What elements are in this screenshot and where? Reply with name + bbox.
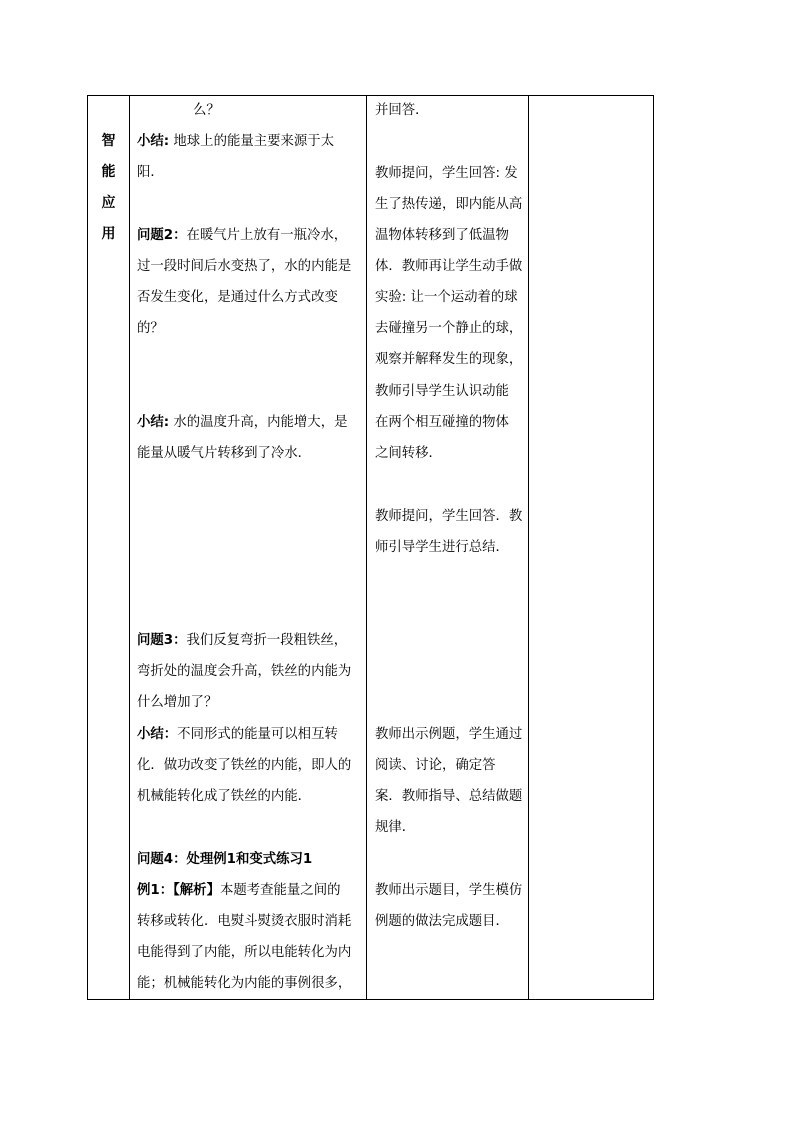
- activity-line: 教师提问，学生回答: 发: [375, 166, 518, 181]
- content-line: [137, 664, 351, 680]
- activity-line: 例题的做法完成题目．: [375, 914, 509, 929]
- activity-line: 师引导学生进行总结．: [375, 540, 509, 555]
- content-text: 不同形式的能量可以相互转: [177, 727, 338, 742]
- content-text: 么？: [193, 103, 220, 118]
- activity-line: 之间转移．: [375, 446, 442, 461]
- content-text: 我们反复弯折一段粗铁丝，: [186, 633, 348, 648]
- content-line: [137, 446, 311, 462]
- stage-label-char: 能: [101, 164, 116, 180]
- content-line: [193, 103, 220, 119]
- content-line: [137, 321, 164, 337]
- content-text: 水的温度升高，内能增大，是: [169, 415, 348, 430]
- activity-line: 去碰撞另一个静止的球，: [375, 321, 523, 336]
- activity-line: 教师出示题目，学生模仿: [375, 883, 523, 898]
- stage-label: [88, 126, 129, 250]
- bold-label: 问题2：: [137, 228, 187, 243]
- content-line: [137, 228, 347, 244]
- content-text: 能量从暖气片转移到了冷水．: [137, 446, 312, 461]
- content-text: 什么增加了？: [137, 695, 218, 710]
- bold-label: 问题4：处理例1和变式练习1: [137, 852, 313, 867]
- content-text: 机械能转化成了铁丝的内能．: [137, 789, 312, 804]
- activity-line: 并回答．: [375, 103, 429, 118]
- content-line: [137, 290, 338, 306]
- activity-line: 教师出示例题，学生通过: [375, 727, 523, 742]
- content-line: [137, 945, 351, 961]
- content-text: 转移或转化．电熨斗熨烫衣服时消耗: [137, 914, 352, 929]
- activity-line: 温物体转移到了低温物: [375, 228, 509, 243]
- activity-line: 教师提问，学生回答．教: [375, 509, 523, 524]
- content-text: 能；机械能转化为内能的事例很多，: [137, 976, 352, 991]
- stage-label-char: 智: [101, 133, 116, 149]
- lesson-table: [87, 95, 654, 1000]
- bold-label: 小结：: [137, 727, 178, 742]
- activity-line: 在两个相互碰撞的物体: [375, 415, 509, 430]
- content-text: 阳．: [137, 165, 164, 180]
- content-line: [137, 134, 334, 150]
- content-text: 过一段时间后水变热了，水的内能是: [137, 259, 352, 274]
- content-text: 地球上的能量主要来源于太: [169, 134, 335, 149]
- activity-line: 案．教师指导、总结做题: [375, 789, 523, 804]
- stage-label-char: 用: [101, 226, 116, 242]
- activity-line: 观察并解释发生的现象，: [375, 352, 523, 367]
- content-line: [137, 914, 351, 930]
- stage-label-char: 应: [101, 195, 116, 211]
- activity-line: 生了热传递，即内能从高: [375, 197, 523, 212]
- activity-line: 规律．: [375, 820, 416, 835]
- content-line: [137, 852, 312, 868]
- column-divider: [528, 96, 529, 999]
- content-text: 否发生变化，是通过什么方式改变: [137, 290, 338, 305]
- content-line: [137, 633, 347, 649]
- content-text: 化．做功改变了铁丝的内能，即人的: [137, 758, 352, 773]
- content-text: 弯折处的温度会升高，铁丝的内能为: [137, 664, 352, 679]
- content-text: 在暖气片上放有一瓶冷水，: [186, 228, 348, 243]
- content-line: [137, 415, 347, 431]
- content-text: 电能得到了内能，所以电能转化为内: [137, 945, 352, 960]
- activity-line: 体．教师再让学生动手做: [375, 259, 523, 274]
- content-text: 的？: [137, 321, 164, 336]
- content-line: [137, 883, 340, 899]
- content-line: [137, 165, 164, 181]
- bold-label: 问题3：: [137, 633, 187, 648]
- bold-label: 例1：【解析】: [137, 883, 220, 898]
- bold-label: 小结:: [137, 134, 170, 149]
- content-line: [137, 976, 351, 992]
- content-line: [137, 789, 311, 805]
- content-line: [137, 259, 351, 275]
- content-line: [137, 695, 217, 711]
- bold-label: 小结:: [137, 415, 170, 430]
- content-line: [137, 727, 338, 743]
- activity-line: 阅读、讨论，确定答: [375, 758, 496, 773]
- activity-line: 实验: 让一个运动着的球: [375, 290, 518, 305]
- content-text: 本题考查能量之间的: [219, 883, 341, 898]
- column-divider: [366, 96, 367, 999]
- activity-line: 教师引导学生认识动能: [375, 384, 509, 399]
- column-divider: [129, 96, 130, 999]
- content-line: [137, 758, 351, 774]
